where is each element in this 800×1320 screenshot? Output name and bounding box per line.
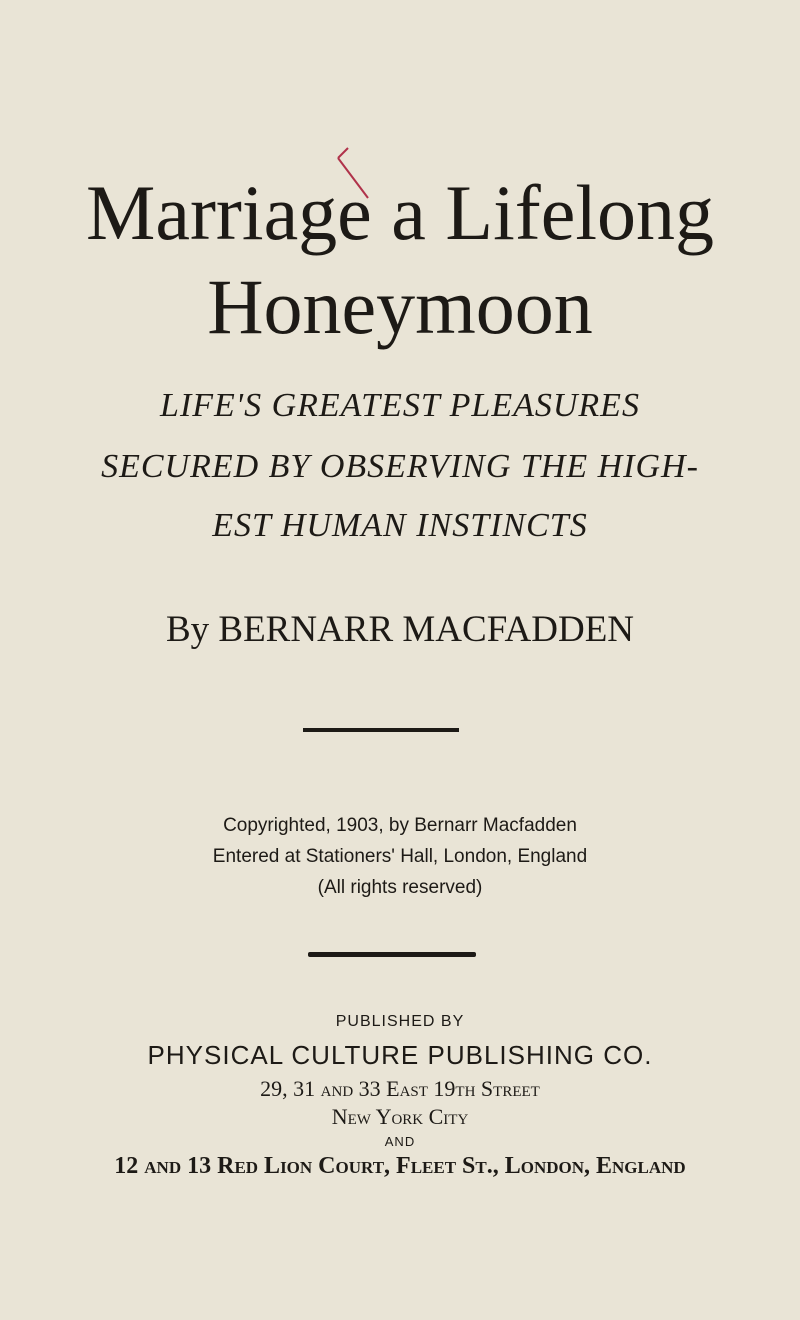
subtitle-line-1: LIFE'S GREATEST PLEASURES bbox=[160, 387, 640, 424]
book-title-line-2: Honeymoon bbox=[207, 263, 593, 350]
copyright-line: Copyrighted, 1903, by Bernarr Macfadden bbox=[223, 815, 577, 836]
registration-line: Entered at Stationers' Hall, London, England bbox=[212, 846, 588, 867]
published-by-label: PUBLISHED BY bbox=[335, 1013, 465, 1030]
rights-line: (All rights reserved) bbox=[317, 877, 483, 898]
subtitle-line-3: EST HUMAN INSTINCTS bbox=[212, 507, 588, 544]
address-conjunction: AND bbox=[384, 1134, 416, 1149]
publisher-address-london: 12 and 13 Red Lion Court, Fleet St., London, England bbox=[114, 1153, 686, 1179]
book-title-line-1: Marriage a Lifelong bbox=[85, 169, 715, 256]
ornament-rule bbox=[308, 952, 476, 957]
subtitle-line-2: SECURED BY OBSERVING THE HIGH- bbox=[101, 448, 699, 485]
author-line: By BERNARR MACFADDEN bbox=[165, 609, 635, 650]
publisher-address-new-york-street: 29, 31 and 33 East 19th Street bbox=[260, 1076, 540, 1101]
divider-rule bbox=[303, 728, 459, 732]
publisher-address-new-york-city: New York City bbox=[331, 1104, 469, 1129]
publisher-name: PHYSICAL CULTURE PUBLISHING CO. bbox=[147, 1040, 653, 1070]
